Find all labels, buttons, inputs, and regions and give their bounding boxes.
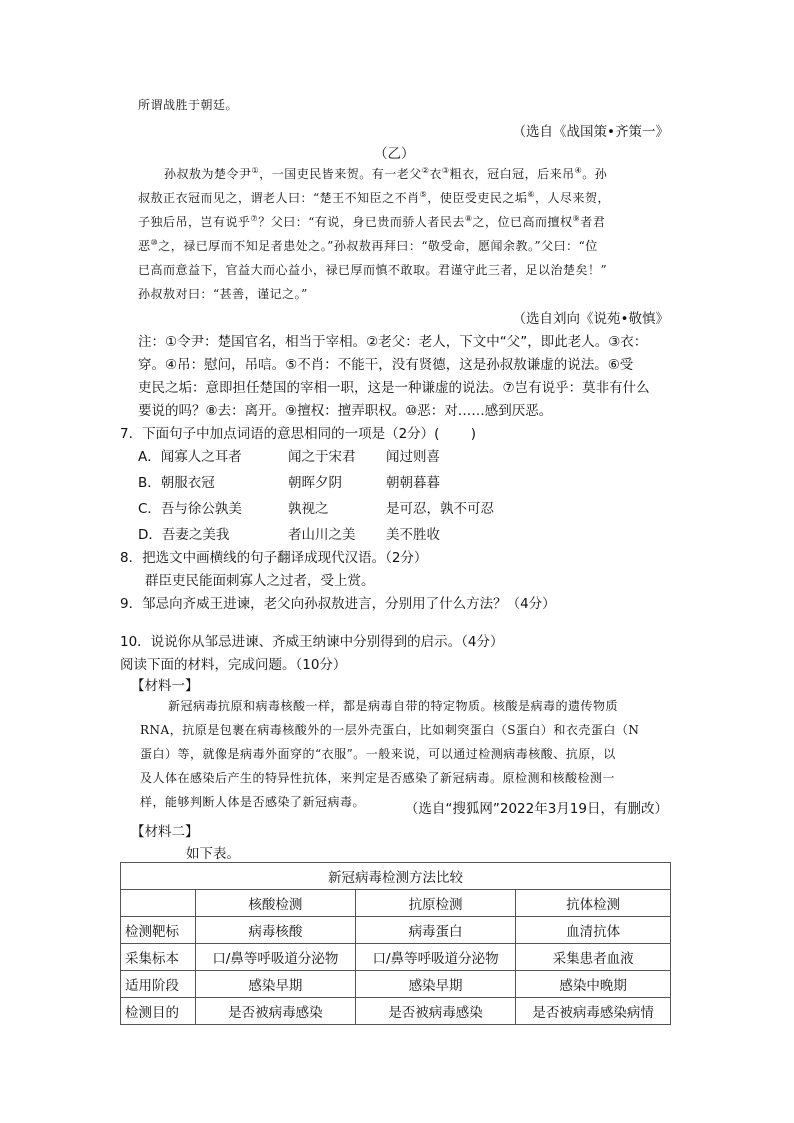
table-cell: 检测靶标 bbox=[121, 917, 196, 944]
table-cell: 病毒核酸 bbox=[195, 917, 355, 944]
passage-2-line-6: 孙叔敖对曰：“甚善，谨记之。” bbox=[138, 287, 308, 301]
table-row bbox=[121, 944, 671, 971]
passage-2-line-3: 子独后吊，岂有说乎⑦？父曰：“有说，身已贵而骄人者民去⑧之，位已高而擅权⑨者君 bbox=[138, 214, 606, 229]
table-cell: 是否被病毒感染 bbox=[195, 998, 355, 1025]
source-citation-1: （选自《战国策•齐策一》 bbox=[512, 124, 669, 140]
passage-2-line-4: 恶⑩之，禄已厚而不知足者患处之。”孙叔敖再拜曰：“敬受命，愿闻余教。”父曰：“位 bbox=[138, 238, 598, 253]
table-cell: 病毒蛋白 bbox=[355, 917, 515, 944]
material-1-line: 样，能够判断人体是否感染了新冠病毒。 bbox=[140, 795, 366, 809]
material-1-line: 新冠病毒抗原和病毒核酸一样，都是病毒自带的特定物质。核酸是病毒的遗传物质 bbox=[168, 699, 619, 713]
reading-intro: 阅读下面的材料，完成问题。（10分） bbox=[120, 657, 347, 673]
question-8: 8．把选文中画横线的句子翻译成现代汉语。（2分） bbox=[120, 550, 428, 566]
table-cell: 适用阶段 bbox=[121, 971, 196, 998]
table-cell: 血清抗体 bbox=[516, 917, 671, 944]
q7-option-d-c: 美不胜收 bbox=[386, 527, 440, 543]
table-row bbox=[121, 917, 671, 944]
table-title: 新冠病毒检测方法比较 bbox=[121, 863, 671, 890]
note-line: 注：①令尹：楚国官名，相当于宰相。②老父：老人，下文中“父”，即此老人。③衣： bbox=[138, 334, 648, 350]
passage-2-line-1: 孙叔敖为楚令尹①，一国吏民皆来贺。有一老父②衣③粗衣，冠白冠，后来吊④。孙 bbox=[164, 166, 608, 181]
material-1-title: 【材料一】 bbox=[131, 678, 199, 694]
material-2-text: 如下表。 bbox=[186, 846, 240, 862]
table-cell: 是否被病毒感染病情 bbox=[516, 998, 671, 1025]
q7-option-c-label: C．吾与徐公孰美 bbox=[138, 501, 242, 517]
q7-option-a-label: A．闻寡人之耳者 bbox=[138, 449, 242, 465]
q7-option-c-b: 孰视之 bbox=[288, 501, 329, 517]
material-2-title: 【材料二】 bbox=[131, 824, 199, 840]
material-1-line: RNA，抗原是包裹在病毒核酸外的一层外壳蛋白，比如刺突蛋白（S蛋白）和衣壳蛋白（N bbox=[140, 723, 640, 737]
q7-option-b-b: 朝晖夕阴 bbox=[288, 475, 342, 491]
part-2-title: （乙） bbox=[374, 146, 415, 162]
table-cell: 口/鼻等呼吸道分泌物 bbox=[355, 944, 515, 971]
comparison-table bbox=[120, 862, 671, 1025]
table-row bbox=[121, 998, 671, 1025]
q7-option-a-b: 闻之于宋君 bbox=[288, 449, 356, 465]
passage-top-line: 所谓战胜于朝廷。 bbox=[138, 98, 239, 112]
source-citation-2: （选自刘向《说苑•敬慎》 bbox=[512, 311, 669, 327]
q7-option-d-b: 者山川之美 bbox=[288, 527, 356, 543]
table-cell: 口/鼻等呼吸道分泌物 bbox=[195, 944, 355, 971]
q7-option-d-label: D．吾妻之美我 bbox=[138, 527, 230, 543]
table-header-row bbox=[121, 890, 671, 917]
table-cell: 采集标本 bbox=[121, 944, 196, 971]
question-9: 9．邹忌向齐威王进谏，老父向孙叔敖进言，分别用了什么方法？（4分） bbox=[120, 596, 556, 612]
question-7: 7．下面句子中加点词语的意思相同的一项是（2分）( ) bbox=[120, 426, 477, 442]
table-row bbox=[121, 971, 671, 998]
table-header-cell: 核酸检测 bbox=[195, 890, 355, 917]
note-line: 穿。④吊：慰问，吊唁。⑤不肖：不能干，没有贤德，这是孙叔敖谦虚的说法。⑥受 bbox=[138, 357, 634, 373]
q7-option-a-c: 闻过则喜 bbox=[386, 449, 440, 465]
q8-sentence: 群臣吏民能面刺寡人之过者，受上赏。 bbox=[145, 573, 375, 589]
passage-2-line-5: 已高而意益下，官益大而心益小，禄已厚而慎不敢取。君谨守此三者，足以治楚矣！” bbox=[138, 263, 608, 277]
q7-option-c-c: 是可忍，孰不可忍 bbox=[386, 501, 494, 517]
table-cell: 检测目的 bbox=[121, 998, 196, 1025]
table-header-cell: 抗体检测 bbox=[516, 890, 671, 917]
question-10: 10．说说你从邹忌进谏、齐威王纳谏中分别得到的启示。（4分） bbox=[120, 634, 504, 650]
material-1-line: 及人体在感染后产生的特异性抗体，来判定是否感染了新冠病毒。原检测和核酸检测一 bbox=[140, 771, 616, 785]
source-citation-3: （选自“搜狐网”2022年3月19日，有删改） bbox=[404, 801, 668, 817]
passage-2-line-2: 叔敖正衣冠而见之，谓老人曰：“楚王不知臣之不肖⑤，使臣受吏民之垢⑥，人尽来贺， bbox=[138, 190, 611, 205]
material-1-line: 蛋白）等，就像是病毒外面穿的“衣服”。一般来说，可以通过检测病毒核酸、抗原，以 bbox=[140, 747, 616, 761]
note-line: 吏民之垢：意即担任楚国的宰相一职，这是一种谦虚的说法。⑦岂有说乎：莫非有什么 bbox=[138, 380, 650, 396]
table-cell: 感染中晚期 bbox=[516, 971, 671, 998]
table-header-cell: 抗原检测 bbox=[355, 890, 515, 917]
table-cell: 感染早期 bbox=[195, 971, 355, 998]
table-cell: 采集患者血液 bbox=[516, 944, 671, 971]
table-title-row bbox=[121, 863, 671, 890]
table-cell: 是否被病毒感染 bbox=[355, 998, 515, 1025]
table-cell: 感染早期 bbox=[355, 971, 515, 998]
table-header-cell bbox=[121, 890, 196, 917]
q7-option-b-c: 朝朝暮暮 bbox=[386, 475, 440, 491]
q7-option-b-label: B．朝服衣冠 bbox=[138, 475, 215, 491]
note-line: 要说的吗？⑧去：离开。⑨擅权：擅弄职权。⑩恶：对……感到厌恶。 bbox=[138, 403, 553, 419]
